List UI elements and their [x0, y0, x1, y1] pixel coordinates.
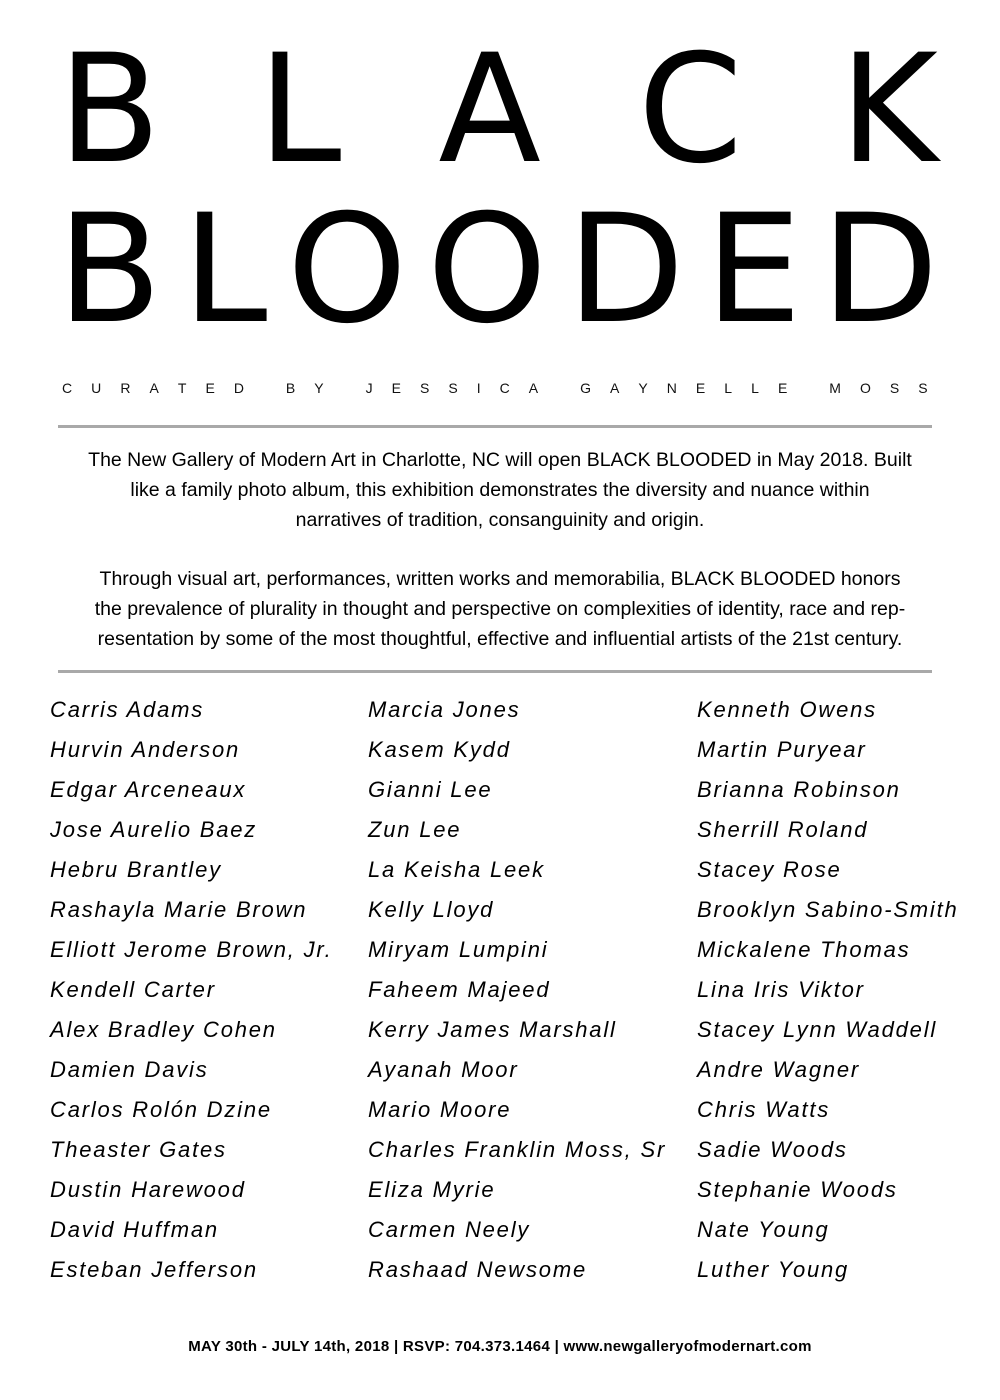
artist-name: Lina Iris Viktor	[697, 977, 865, 1002]
curated-letter: T	[177, 380, 187, 396]
artist-name: Brianna Robinson	[697, 777, 901, 802]
artist-name: Eliza Myrie	[368, 1177, 496, 1202]
curated-letter: C	[62, 380, 73, 396]
curated-letter: A	[528, 380, 539, 396]
description-line: the prevalence of plurality in thought and perspective on complexities of identity, race and rep-	[94, 598, 906, 620]
curated-letter: E	[391, 380, 401, 396]
curated-letter: N	[666, 380, 677, 396]
curated-letter: J	[365, 380, 373, 396]
description-paragraph-1	[40, 445, 960, 535]
curated-letter: D	[233, 380, 244, 396]
artist-name: Luther Young	[697, 1257, 850, 1282]
curated-letter: S	[419, 380, 430, 396]
curated-letter: B	[285, 380, 296, 396]
artist-name: Kenneth Owens	[697, 697, 877, 722]
artist-name: Martin Puryear	[697, 737, 867, 762]
artist-name: Kerry James Marshall	[368, 1017, 617, 1042]
artist-name: Theaster Gates	[50, 1137, 227, 1162]
divider-top	[58, 425, 932, 428]
curated-letter	[263, 380, 267, 396]
curated-letter: S	[889, 380, 900, 396]
artist-name: Stacey Rose	[697, 857, 842, 882]
description-line: Through visual art, performances, written works and memorabilia, BLACK BLOODED honors	[99, 568, 901, 590]
title-letter: L	[257, 23, 342, 197]
curated-letter: S	[918, 380, 928, 396]
artist-name: Brooklyn Sabino-Smith	[697, 897, 959, 922]
curated-letter: M	[829, 380, 841, 396]
title-letter: O	[287, 183, 408, 357]
artist-name: Mickalene Thomas	[697, 937, 911, 962]
title-letter: D	[821, 183, 940, 357]
curated-letter	[557, 380, 561, 396]
curated-letter: Y	[638, 380, 648, 396]
curated-letter	[343, 380, 347, 396]
artist-name: Alex Bradley Cohen	[50, 1017, 277, 1042]
artist-name: Edgar Arceneaux	[50, 777, 247, 802]
curated-letter: L	[751, 380, 759, 396]
curated-letter	[806, 380, 810, 396]
curated-letter: L	[724, 380, 733, 396]
artist-name: Faheem Majeed	[368, 977, 551, 1002]
artist-name: Esteban Jefferson	[50, 1257, 258, 1282]
artist-name: Hurvin Anderson	[50, 737, 241, 762]
artist-name: Charles Franklin Moss, Sr	[368, 1137, 667, 1162]
title-letter: B	[56, 183, 162, 357]
artist-name: Marcia Jones	[368, 697, 521, 722]
artist-name: Dustin Harewood	[50, 1177, 246, 1202]
title-letter: O	[427, 183, 548, 357]
artist-name: Sadie Woods	[697, 1137, 848, 1162]
artist-name: Nate Young	[697, 1217, 830, 1242]
artist-name: Ayanah Moor	[368, 1057, 519, 1082]
curated-letter: A	[149, 380, 159, 396]
artist-name: Carlos Rolón Dzine	[50, 1097, 272, 1122]
artist-name: Stacey Lynn Waddell	[697, 1017, 938, 1042]
artist-name: Kasem Kydd	[368, 737, 511, 762]
artist-name: Sherrill Roland	[697, 817, 869, 842]
description-line: The New Gallery of Modern Art in Charlotte, NC will open BLACK BLOODED in May 2018. Built	[88, 449, 912, 471]
curated-letter: C	[499, 380, 510, 396]
curated-letter: G	[580, 380, 591, 396]
curated-by-credit	[62, 380, 928, 396]
artist-name: Miryam Lumpini	[368, 937, 549, 962]
curated-letter: S	[448, 380, 458, 396]
description-line: resentation by some of the most thoughtful, effective and influential artists of the 21st century.	[97, 628, 903, 650]
artist-name: Chris Watts	[697, 1097, 831, 1122]
curated-letter: E	[695, 380, 706, 396]
footer-dates-rsvp: MAY 30th - JULY 14th, 2018 | RSVP: 704.373.1464 | www.newgalleryofmodernart.com	[188, 1338, 812, 1355]
artist-name: La Keisha Leek	[368, 857, 545, 882]
artist-name: Mario Moore	[368, 1097, 512, 1122]
title-letter: K	[839, 23, 938, 197]
title-letter: A	[438, 23, 541, 197]
artist-column-1	[50, 690, 333, 1290]
artist-name: Elliott Jerome Brown, Jr.	[50, 937, 333, 962]
artist-name: Hebru Brantley	[50, 857, 222, 882]
title-letter: C	[637, 23, 743, 197]
curated-letter: E	[777, 380, 788, 396]
artist-name: David Huffman	[50, 1217, 219, 1242]
curated-letter: U	[91, 380, 102, 396]
artist-column-2	[368, 690, 666, 1290]
description-line: like a family photo album, this exhibition demonstrates the diversity and nuance within	[130, 479, 870, 501]
curated-letter: O	[859, 380, 871, 396]
title-line-black	[58, 23, 938, 197]
curated-letter: R	[120, 380, 131, 396]
curated-letter: I	[476, 380, 481, 396]
artist-name: Carris Adams	[50, 697, 205, 722]
artist-name: Andre Wagner	[697, 1057, 861, 1082]
artist-column-3	[697, 690, 959, 1290]
title-letter: E	[704, 183, 802, 357]
title-letter: L	[181, 183, 268, 357]
title-letter: B	[58, 23, 161, 197]
artist-name: Kelly Lloyd	[368, 897, 495, 922]
artist-name: Jose Aurelio Baez	[50, 817, 258, 842]
artist-name: Kendell Carter	[50, 977, 216, 1002]
curated-letter: E	[205, 380, 215, 396]
curated-letter: A	[610, 380, 620, 396]
description-paragraph-2	[40, 564, 960, 654]
artist-list	[50, 690, 980, 1290]
curated-letter: Y	[314, 380, 324, 396]
title-line-blooded	[56, 183, 940, 357]
artist-name: Damien Davis	[50, 1057, 209, 1082]
title-letter: D	[567, 183, 685, 357]
artist-name: Carmen Neely	[368, 1217, 531, 1242]
artist-name: Gianni Lee	[368, 777, 493, 802]
artist-name: Rashayla Marie Brown	[50, 897, 308, 922]
artist-name: Zun Lee	[368, 817, 462, 842]
description-line: narratives of tradition, consanguinity and origin.	[295, 509, 705, 531]
artist-name: Rashaad Newsome	[368, 1257, 587, 1282]
divider-bottom	[58, 670, 932, 673]
artist-name: Stephanie Woods	[697, 1177, 898, 1202]
